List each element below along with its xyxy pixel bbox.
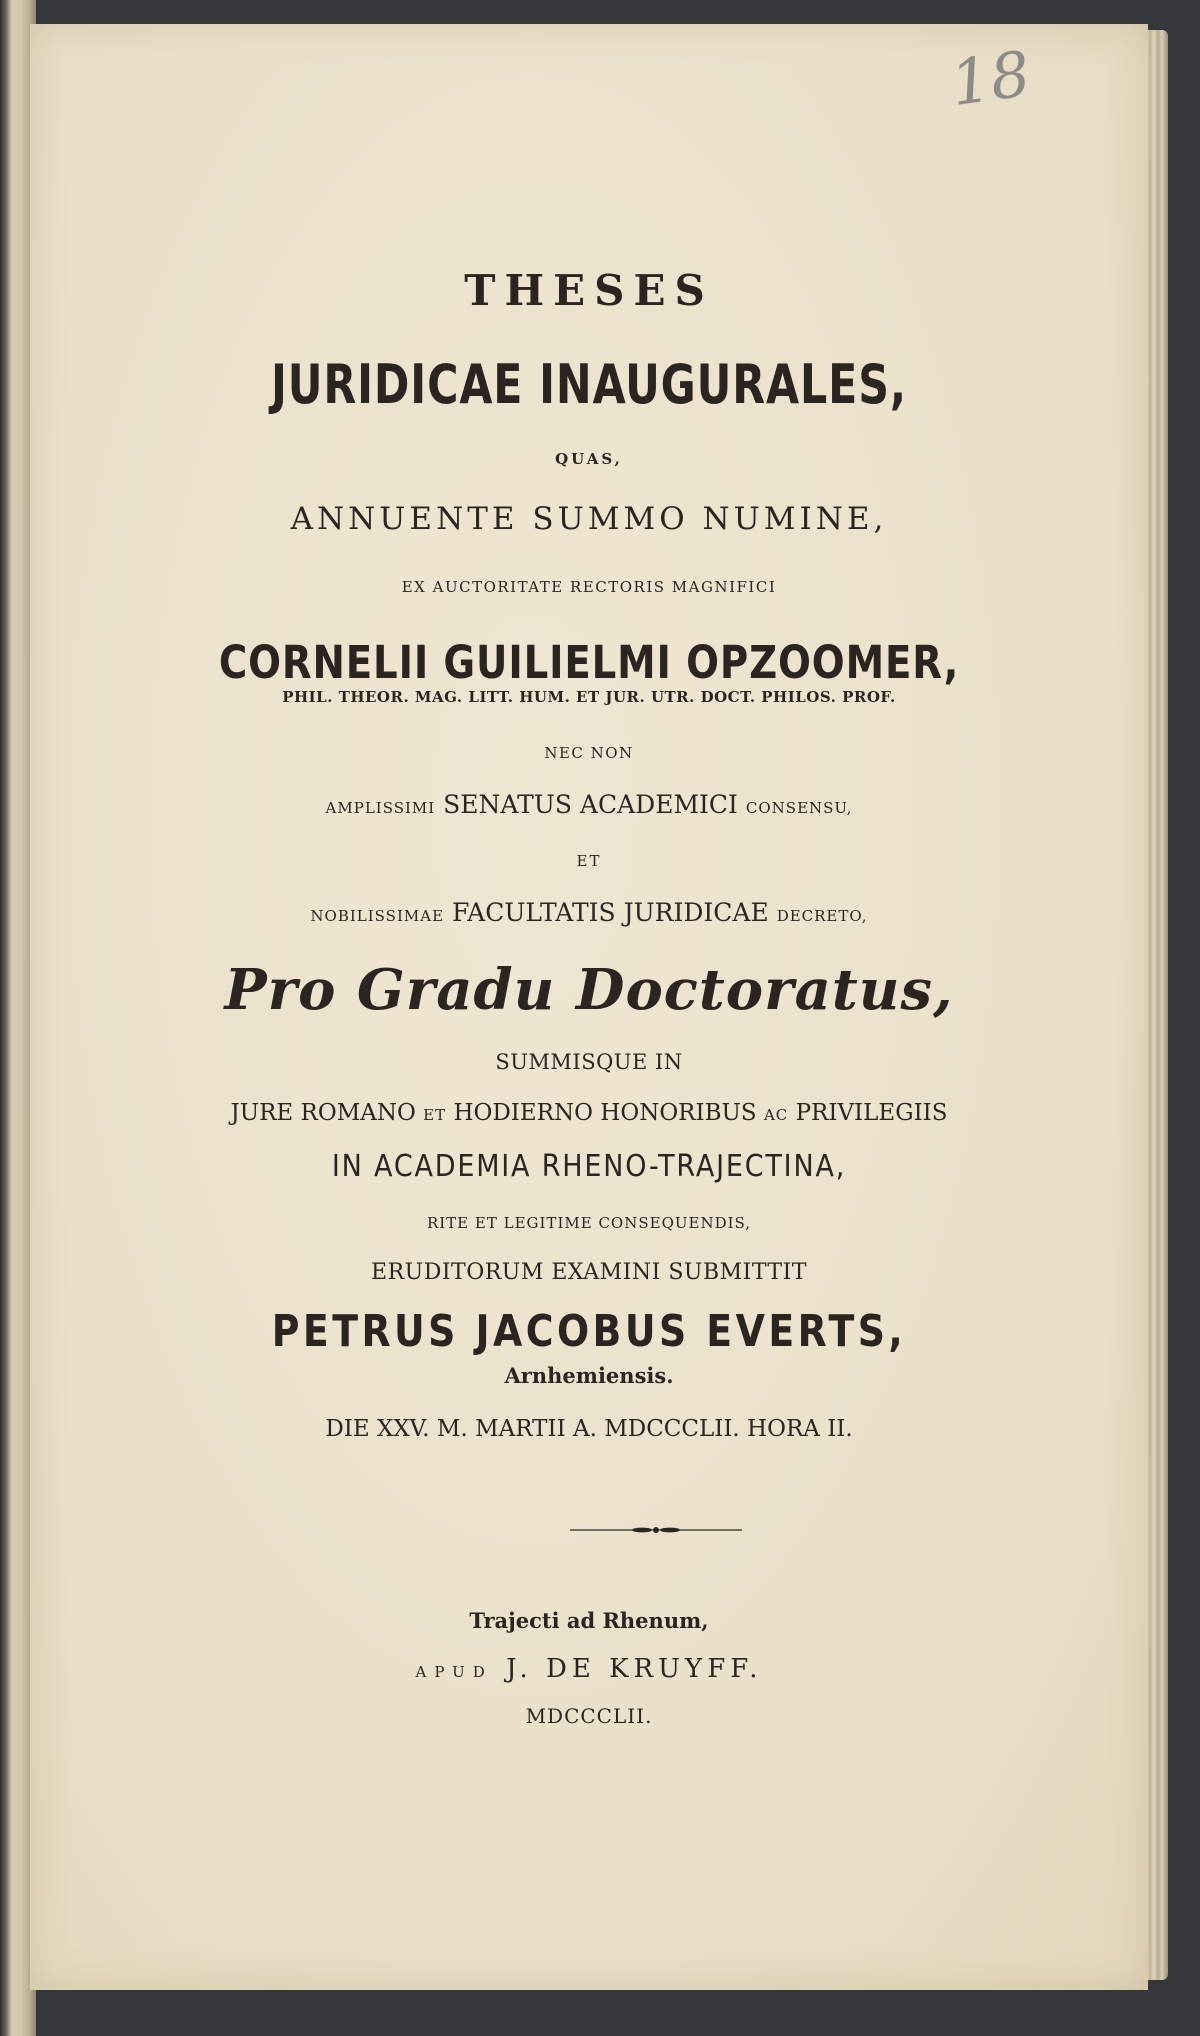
defense-date: DIE XXV. M. MARTII A. MDCCCLII. HORA II.: [325, 1416, 853, 1442]
ex-auctoritate-line: EX AUCTORITATE RECTORIS MAGNIFICI: [401, 578, 777, 596]
jure-part3: PRIVILEGIIS: [795, 1100, 948, 1126]
nec-non-line: NEC NON: [544, 744, 634, 762]
imprint-publisher: [30, 1656, 1148, 1682]
senatus-post: CONSENSU,: [745, 799, 853, 817]
imprint-year: MDCCCLII.: [525, 1704, 653, 1728]
main-title: THESES: [464, 266, 714, 315]
gradu-doctoratus: Pro Gradu Doctoratus,: [224, 957, 954, 1023]
jure-line: [30, 1102, 1148, 1125]
quas-line: QUAS,: [555, 450, 623, 468]
facultas-post: DECRETO,: [776, 907, 868, 925]
jure-part1: JURE ROMANO: [230, 1100, 416, 1126]
academia-line: IN ACADEMIA RHENO-TRAJECTINA,: [331, 1149, 847, 1184]
senatus-main: SENATUS ACADEMICI: [443, 790, 738, 819]
facultas-main: FACULTATIS JURIDICAE: [451, 898, 769, 927]
jure-part2: HODIERNO HONORIBUS: [453, 1100, 757, 1126]
imprint-publisher-name: J. DE KRUYFF.: [506, 1654, 763, 1684]
author-origin: Arnhemiensis.: [504, 1363, 674, 1388]
jure-et: ET: [423, 1106, 447, 1124]
senatus-line: [30, 792, 1148, 817]
rector-name: CORNELII GUILIELMI OPZOOMER,: [218, 636, 960, 689]
annuente-line: ANNUENTE SUMMO NUMINE,: [290, 501, 888, 537]
imprint-apud: APUD: [415, 1663, 493, 1681]
rector-titles: PHIL. THEOR. MAG. LITT. HUM. ET JUR. UTR. DOCT. PHILOS. PROF.: [282, 688, 896, 706]
title-page-text: [30, 24, 1148, 1990]
summisque-line: SUMMISQUE IN: [495, 1050, 683, 1074]
author-name: PETRUS JACOBUS EVERTS,: [271, 1306, 907, 1357]
rite-line: RITE ET LEGITIME CONSEQUENDIS,: [426, 1214, 752, 1232]
facultas-line: [30, 900, 1148, 925]
subtitle: JURIDICAE INAUGURALES,: [270, 353, 908, 416]
ornamental-rule: [570, 1527, 742, 1533]
et-line: ET: [576, 852, 602, 870]
folio-number: 18: [946, 36, 1035, 121]
facultas-pre: NOBILISSIMAE: [310, 907, 445, 925]
senatus-pre: AMPLISSIMI: [325, 799, 436, 817]
jure-ac: AC: [763, 1106, 789, 1124]
imprint-place: Trajecti ad Rhenum,: [469, 1608, 709, 1633]
title-page: [30, 24, 1148, 1990]
eruditorum-line: ERUDITORUM EXAMINI SUBMITTIT: [371, 1260, 807, 1285]
